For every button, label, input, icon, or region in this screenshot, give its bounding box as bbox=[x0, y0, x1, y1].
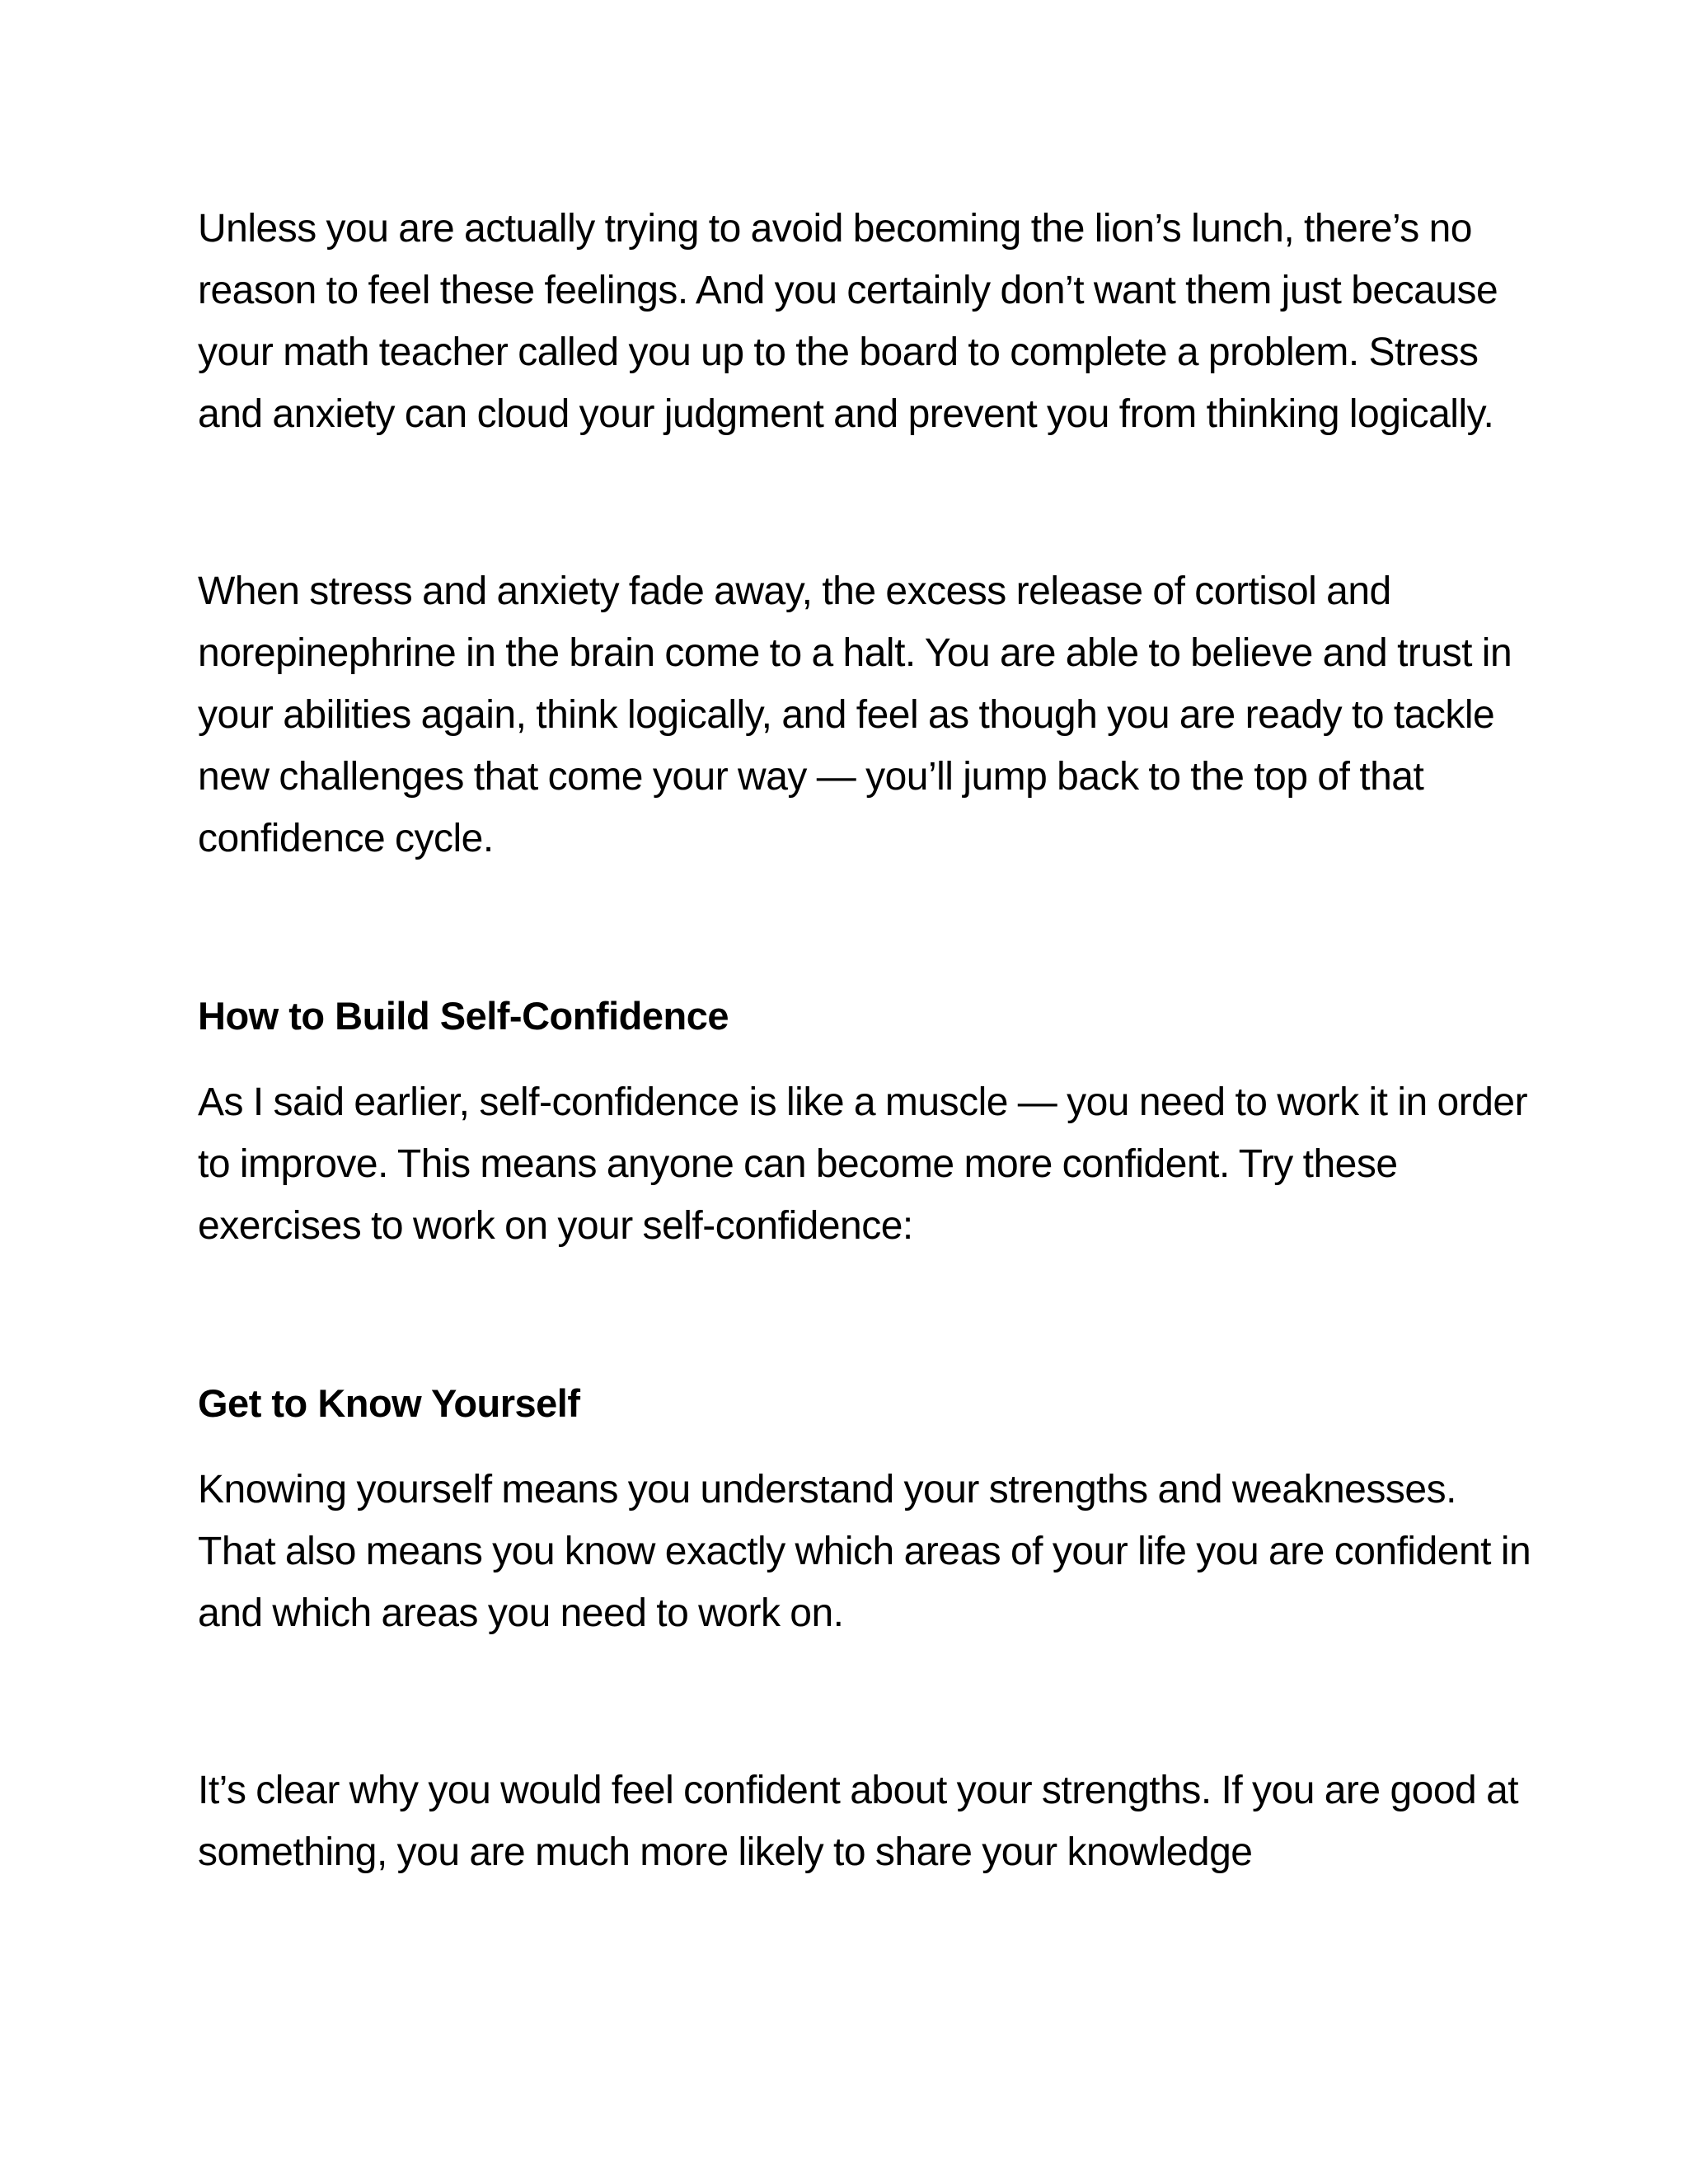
document-page bbox=[198, 198, 1533, 1883]
paragraph-spacer bbox=[198, 869, 1533, 985]
paragraph-spacer bbox=[198, 1644, 1533, 1760]
paragraph-stress-intro: Unless you are actually trying to avoid becoming the lion’s lunch, there’s no reason to feel these feelings. And you certainly don’t want them just because your math teacher called you up to the board to complete a problem. Stress and anxiety can cloud your judgment and prevent you from thinking logically. bbox=[198, 207, 1498, 436]
paragraph-strengths: It’s clear why you would feel confident about your strengths. If you are good at something, you are much more likely to share your knowledge bbox=[198, 1769, 1519, 1874]
paragraph-spacer bbox=[198, 1257, 1533, 1372]
heading-spacer bbox=[198, 1434, 1533, 1459]
paragraph-muscle: As I said earlier, self-confidence is like a muscle — you need to work it in order to improve. This means anyone can become more confident. Try these exercises to work on your self-confidence: bbox=[198, 1080, 1528, 1248]
paragraph-spacer bbox=[198, 445, 1533, 560]
heading-spacer bbox=[198, 1047, 1533, 1071]
heading-build-confidence: How to Build Self-Confidence bbox=[198, 994, 729, 1038]
paragraph-knowing-yourself: Knowing yourself means you understand your strengths and weaknesses. That also means you know exactly which areas of your life you are confident in and which areas you need to work on. bbox=[198, 1468, 1531, 1635]
paragraph-stress-fade: When stress and anxiety fade away, the excess release of cortisol and norepinephrine in the brain come to a halt. You are able to believe and trust in your abilities again, think logically, and feel as though you are ready to tackle new challenges that come your way — you’ll jump back to the top of that confidence cycle. bbox=[198, 569, 1512, 860]
heading-know-yourself: Get to Know Yourself bbox=[198, 1381, 580, 1425]
